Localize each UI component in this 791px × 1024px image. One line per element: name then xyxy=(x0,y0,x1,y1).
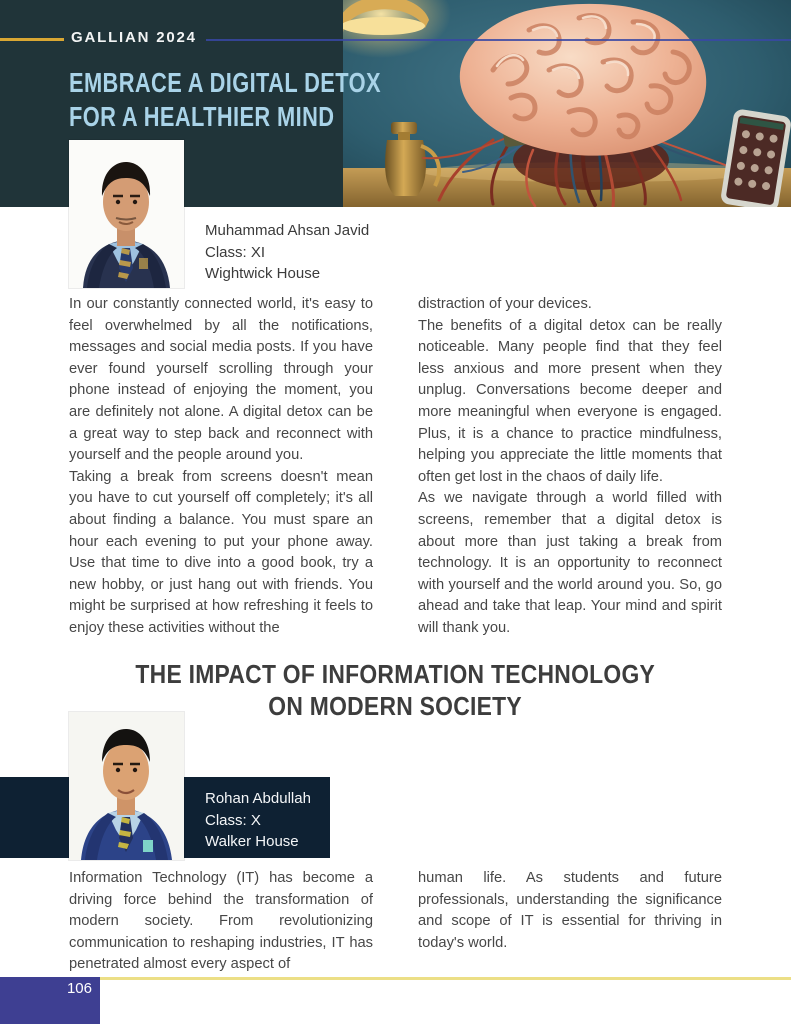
article2-title-line2: ON MODERN SOCIETY xyxy=(268,691,523,721)
paragraph: Taking a break from screens doesn't mean you have to cut yourself off completely; it's all about finding a balance. You must spare an hour each evening to put your phone away. Use that time to dive into a good book, try a new hobby, or just hang out with friends. You might be surprised at how refreshing it feels to enjoy these activities without the xyxy=(69,468,373,636)
author2-name: Rohan Abdullah xyxy=(205,790,311,807)
header-gold-rule xyxy=(0,38,64,41)
paragraph: As we navigate through a world filled with screens, remember that a digital detox is about more than just taking a break from technology. It is an opportunity to reconnect with yourself and the world around you. So, go ahead and take that leap. Your mind and spirit will thank you. xyxy=(418,490,722,636)
page-number: 106 xyxy=(66,980,92,997)
article1-author-block xyxy=(205,220,369,285)
page-number-box xyxy=(0,977,100,1024)
student-photo-muhammad-ahsan-javid xyxy=(69,140,184,288)
header-blue-rule xyxy=(206,39,791,41)
footer-yellow-rule xyxy=(100,977,791,980)
author1-class: Class: XI xyxy=(205,243,266,261)
paragraph: human life. As students and future professionals, understanding the significance and scope of IT is essential for thriving in today's world. xyxy=(418,870,722,951)
paragraph: Information Technology (IT) has become a driving force behind the transformation of modern society. From revolutionizing communication to reshaping industries, IT has penetrated almost every aspect of xyxy=(69,870,373,973)
article2-author-block xyxy=(205,788,311,853)
article1-title xyxy=(69,66,469,134)
magazine-title: GALLIAN 2024 xyxy=(71,29,197,46)
article2-title-line1: THE IMPACT OF INFORMATION TECHNOLOGY xyxy=(135,659,656,689)
author1-house: Wightwick House xyxy=(205,265,321,282)
student-photo-rohan-abdullah xyxy=(69,712,184,860)
author1-name: Muhammad Ahsan Javid xyxy=(205,222,370,239)
paragraph: distraction of your devices. xyxy=(418,296,592,312)
article1-title-line1: EMBRACE A DIGITAL DETOX xyxy=(69,67,381,98)
article2-column-right xyxy=(418,868,722,976)
article1-title-line2: FOR A HEALTHIER MIND xyxy=(69,101,335,132)
paragraph: In our constantly connected world, it's easy to feel overwhelmed by all the notifications, messages and social media posts. If you have ever found yourself scrolling through your phone instead of enjoying the moment, you are definitely not alone. A digital detox can be a great way to step back and reconnect with yourself and the people around you. xyxy=(69,296,373,464)
author2-class: Class: X xyxy=(205,811,261,829)
article1-column-left xyxy=(69,294,373,640)
paragraph: The benefits of a digital detox can be really noticeable. Many people find that they feel less anxious and more present when they unplug. Conversations become deeper and more meaningful when everyone is engaged. Plus, it is a chance to practice mindfulness, helping you appreciate the little moments that often get lost in the chaos of daily life. xyxy=(418,317,722,485)
article1-body xyxy=(69,294,722,640)
author2-house: Walker House xyxy=(205,833,299,850)
article1-column-right xyxy=(418,294,722,640)
article2-column-left xyxy=(69,868,373,976)
article2-body xyxy=(69,868,722,976)
